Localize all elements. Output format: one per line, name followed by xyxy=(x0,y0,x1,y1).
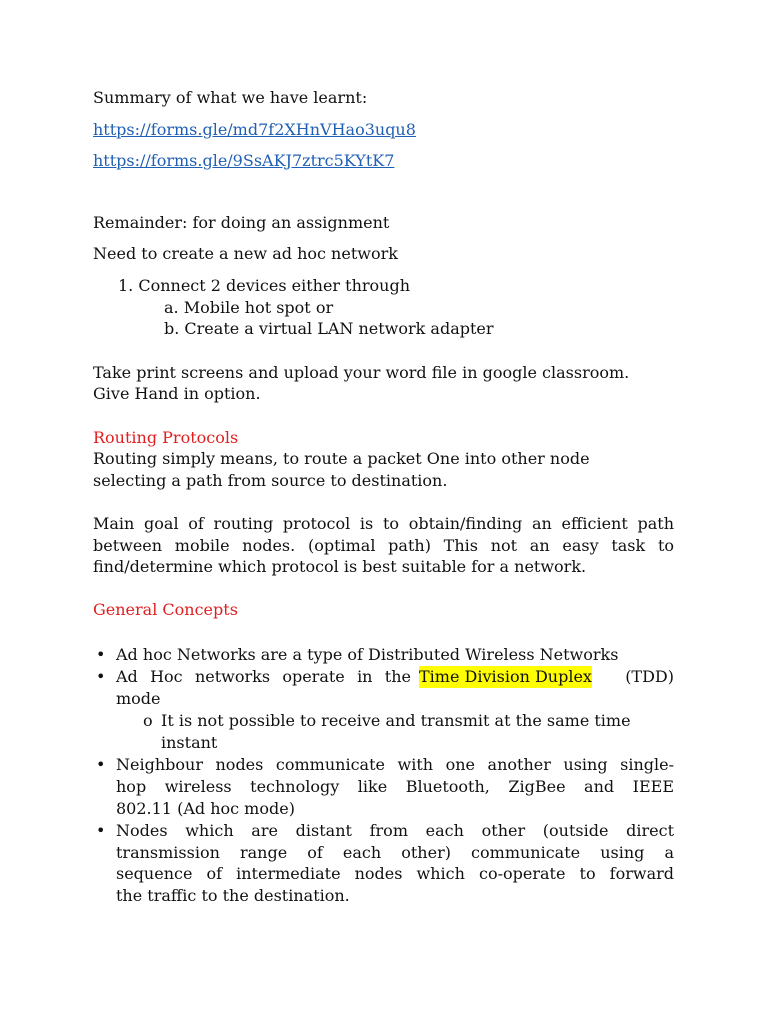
sub-concept-line-2: instant xyxy=(161,733,218,752)
concept-4-line-2: transmission range of each other) communicate using a xyxy=(116,843,674,862)
routing-para-2-line-1: Main goal of routing protocol is to obtain/finding an efficient path xyxy=(93,514,674,533)
hand-in-instruction: Give Hand in option. xyxy=(93,384,261,403)
bullet-icon: • xyxy=(96,667,106,686)
concept-1: Ad hoc Networks are a type of Distributed Wireless Networks xyxy=(116,645,619,664)
routing-para-2-line-3: find/determine which protocol is best suitable for a network. xyxy=(93,557,587,576)
concept-2-line-2: mode xyxy=(116,689,161,708)
step-1: 1. Connect 2 devices either through xyxy=(118,276,411,295)
reminder-task: Need to create a new ad hoc network xyxy=(93,244,398,263)
step-1-option-b: b. Create a virtual LAN network adapter xyxy=(164,319,494,338)
concept-4-line-1: Nodes which are distant from each other (outside direct xyxy=(116,821,674,840)
step-1-option-a: a. Mobile hot spot or xyxy=(164,298,334,317)
concepts-heading: General Concepts xyxy=(93,600,238,619)
sub-concept-line-1: It is not possible to receive and transmit at the same time xyxy=(161,711,631,730)
summary-heading: Summary of what we have learnt: xyxy=(93,88,368,107)
routing-heading: Routing Protocols xyxy=(93,428,239,447)
concept-4-line-4: the traffic to the destination. xyxy=(116,886,350,905)
routing-para-1-line-2: selecting a path from source to destination. xyxy=(93,471,448,490)
concept-2-abbr: (TDD) xyxy=(625,667,674,686)
routing-para-1-line-1: Routing simply means, to route a packet One into other node xyxy=(93,449,590,468)
bullet-icon: • xyxy=(96,755,106,774)
concept-3-line-1: Neighbour nodes communicate with one another using single- xyxy=(116,755,674,774)
form-link-2[interactable]: https://forms.gle/9SsAKJ7ztrc5KYtK7 xyxy=(93,151,395,170)
sub-bullet-icon: o xyxy=(143,711,153,730)
concept-4-line-3: sequence of intermediate nodes which co-operate to forward xyxy=(116,864,674,883)
bullet-icon: • xyxy=(96,821,106,840)
form-link-1[interactable]: https://forms.gle/md7f2XHnVHao3uqu8 xyxy=(93,120,416,139)
concept-3-line-2: hop wireless technology like Bluetooth, ZigBee and IEEE xyxy=(116,777,674,796)
routing-para-2-line-2: between mobile nodes. (optimal path) This not an easy task to xyxy=(93,536,674,555)
reminder-text: Remainder: for doing an assignment xyxy=(93,213,390,232)
bullet-icon: • xyxy=(96,645,106,664)
concept-2-text: Ad Hoc networks operate in the xyxy=(116,667,411,686)
concept-3-line-3: 802.11 (Ad hoc mode) xyxy=(116,799,295,818)
highlight-tdd: Time Division Duplex xyxy=(419,667,592,686)
print-instruction: Take print screens and upload your word file in google classroom. xyxy=(93,363,630,382)
